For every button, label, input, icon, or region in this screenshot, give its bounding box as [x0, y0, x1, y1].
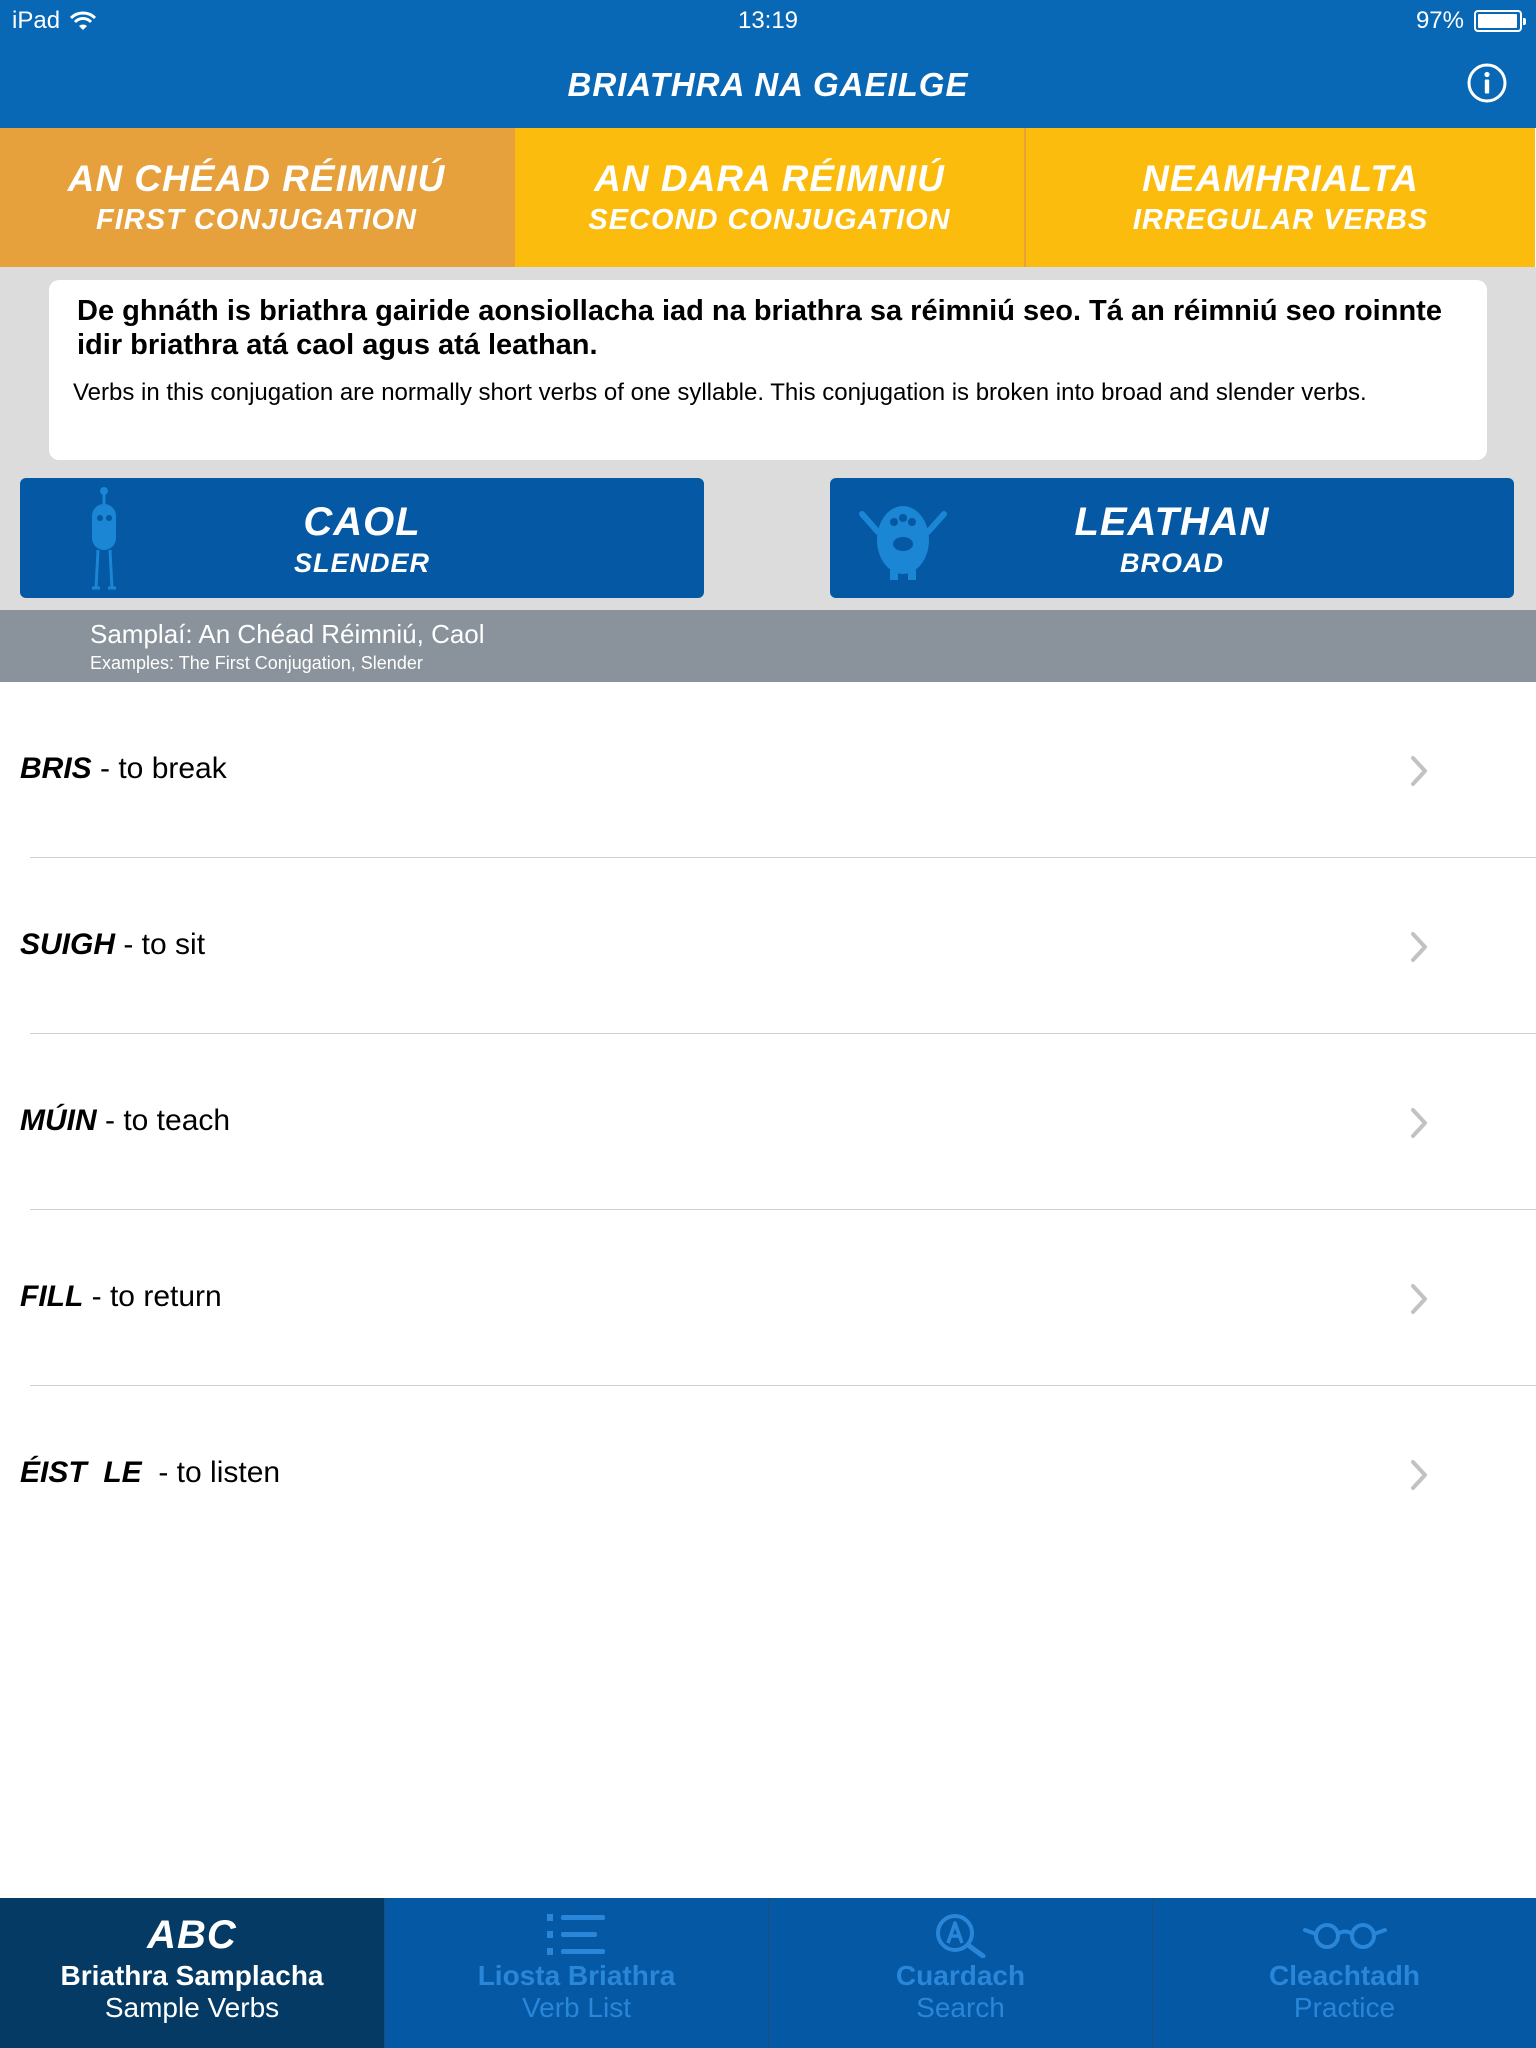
nav-bar	[0, 40, 1536, 128]
list-icon	[547, 1914, 607, 1956]
tab-irregular-verbs[interactable]	[1024, 128, 1535, 267]
verb-name: SUIGH	[20, 928, 116, 961]
verb-row-muin[interactable]	[0, 1034, 1536, 1210]
broad-label-group	[830, 498, 1514, 580]
icon-wrapper	[769, 1912, 1152, 1958]
tab-practice[interactable]	[1152, 1898, 1536, 2048]
icon-wrapper	[385, 1912, 768, 1958]
slender-label-group	[20, 498, 704, 580]
clock: 13:19	[737, 7, 799, 34]
status-bar	[0, 0, 1536, 40]
broad-button[interactable]	[830, 478, 1514, 598]
verb-row-suigh[interactable]	[0, 858, 1536, 1034]
slender-button[interactable]	[20, 478, 704, 598]
section-title-english: Examples: The First Conjugation, Slender	[90, 653, 423, 673]
tab-english-label: Verb List	[522, 1992, 631, 2023]
abc-icon-text: ABC	[147, 1912, 237, 1957]
verb-entry	[20, 1104, 230, 1138]
verb-meaning: - to teach	[96, 1104, 231, 1137]
verb-row-eist-le[interactable]	[0, 1386, 1536, 1562]
tab-english-label: Search	[916, 1992, 1005, 2023]
info-icon[interactable]	[1466, 62, 1508, 104]
verb-meaning: - to listen	[141, 1456, 281, 1489]
slender-irish-label: CAOL	[303, 500, 421, 544]
verb-entry	[20, 1280, 222, 1314]
glasses-icon	[1303, 1918, 1387, 1952]
chevron-right-icon	[1408, 1458, 1430, 1492]
broad-english-label: BROAD	[1120, 548, 1224, 578]
verb-row-fill[interactable]	[0, 1210, 1536, 1386]
tab-irish-label: Briathra Samplacha	[60, 1960, 324, 1991]
chevron-right-icon	[1408, 1106, 1430, 1140]
chevron-right-icon	[1408, 1282, 1430, 1316]
battery-percentage: 97%	[1415, 7, 1464, 34]
bottom-tab-bar	[0, 1898, 1536, 2048]
tab-english-label: FIRST CONJUGATION	[96, 203, 417, 236]
description-irish: De ghnáth is briathra gairide aonsiollacha iad na briathra sa réimniú seo. Tá an réimniú seo roinnte idir briathra atá caol agus atá leathan.	[77, 295, 1442, 361]
verb-name: FILL	[20, 1280, 84, 1313]
verb-meaning: - to return	[83, 1280, 222, 1313]
chevron-right-icon	[1408, 930, 1430, 964]
broad-irish-label: LEATHAN	[1074, 500, 1270, 544]
tab-sample-verbs[interactable]	[0, 1898, 384, 2048]
section-title-irish: Samplaí: An Chéad Réimniú, Caol	[90, 619, 485, 649]
tab-english-label: SECOND CONJUGATION	[588, 203, 951, 236]
tab-search[interactable]	[768, 1898, 1152, 2048]
search-icon	[933, 1912, 989, 1958]
tab-irish-label: Liosta Briathra	[477, 1960, 676, 1991]
icon-wrapper	[1153, 1912, 1536, 1958]
verb-meaning: - to sit	[115, 928, 206, 961]
section-header	[0, 610, 1536, 682]
tab-irish-label: Cleachtadh	[1269, 1960, 1420, 1991]
carrier-label: iPad	[12, 7, 61, 34]
battery-fill	[1478, 14, 1517, 28]
tab-irish-label: AN DARA RÉIMNIÚ	[594, 157, 945, 199]
tab-irish-label: NEAMHRIALTA	[1142, 157, 1419, 199]
tab-verb-list[interactable]	[384, 1898, 768, 2048]
tab-irish-label: AN CHÉAD RÉIMNIÚ	[67, 157, 446, 199]
battery-group	[1416, 7, 1522, 35]
abc-icon	[0, 1912, 384, 1958]
tab-english-label: Practice	[1293, 1992, 1396, 2023]
verb-name: BRIS	[20, 752, 92, 785]
verb-row-bris[interactable]	[0, 682, 1536, 858]
chevron-right-icon	[1408, 754, 1430, 788]
verb-name: ÉIST LE	[20, 1456, 142, 1489]
slender-english-label: SLENDER	[293, 548, 430, 578]
tab-second-conjugation[interactable]	[513, 128, 1024, 267]
verb-entry	[20, 928, 205, 962]
tab-english-label: IRREGULAR VERBS	[1132, 203, 1429, 236]
verb-list	[0, 682, 1536, 1562]
app-title: BRIATHRA NA GAEILGE	[567, 66, 969, 103]
conjugation-tabs	[0, 128, 1536, 267]
verb-name: MÚIN	[20, 1104, 97, 1137]
tab-irish-label: Cuardach	[895, 1960, 1026, 1991]
tab-english-label: Sample Verbs	[104, 1992, 280, 2023]
tab-first-conjugation[interactable]	[0, 128, 513, 267]
battery-icon	[1474, 10, 1522, 32]
description-english: Verbs in this conjugation are normally short verbs of one syllable. This conjugation is broken into broad and slender verbs.	[73, 379, 1367, 406]
verb-entry	[20, 752, 227, 786]
verb-meaning: - to break	[91, 752, 227, 785]
conjugation-panel	[0, 267, 1536, 610]
verb-entry	[20, 1456, 280, 1490]
description-card	[49, 280, 1487, 460]
